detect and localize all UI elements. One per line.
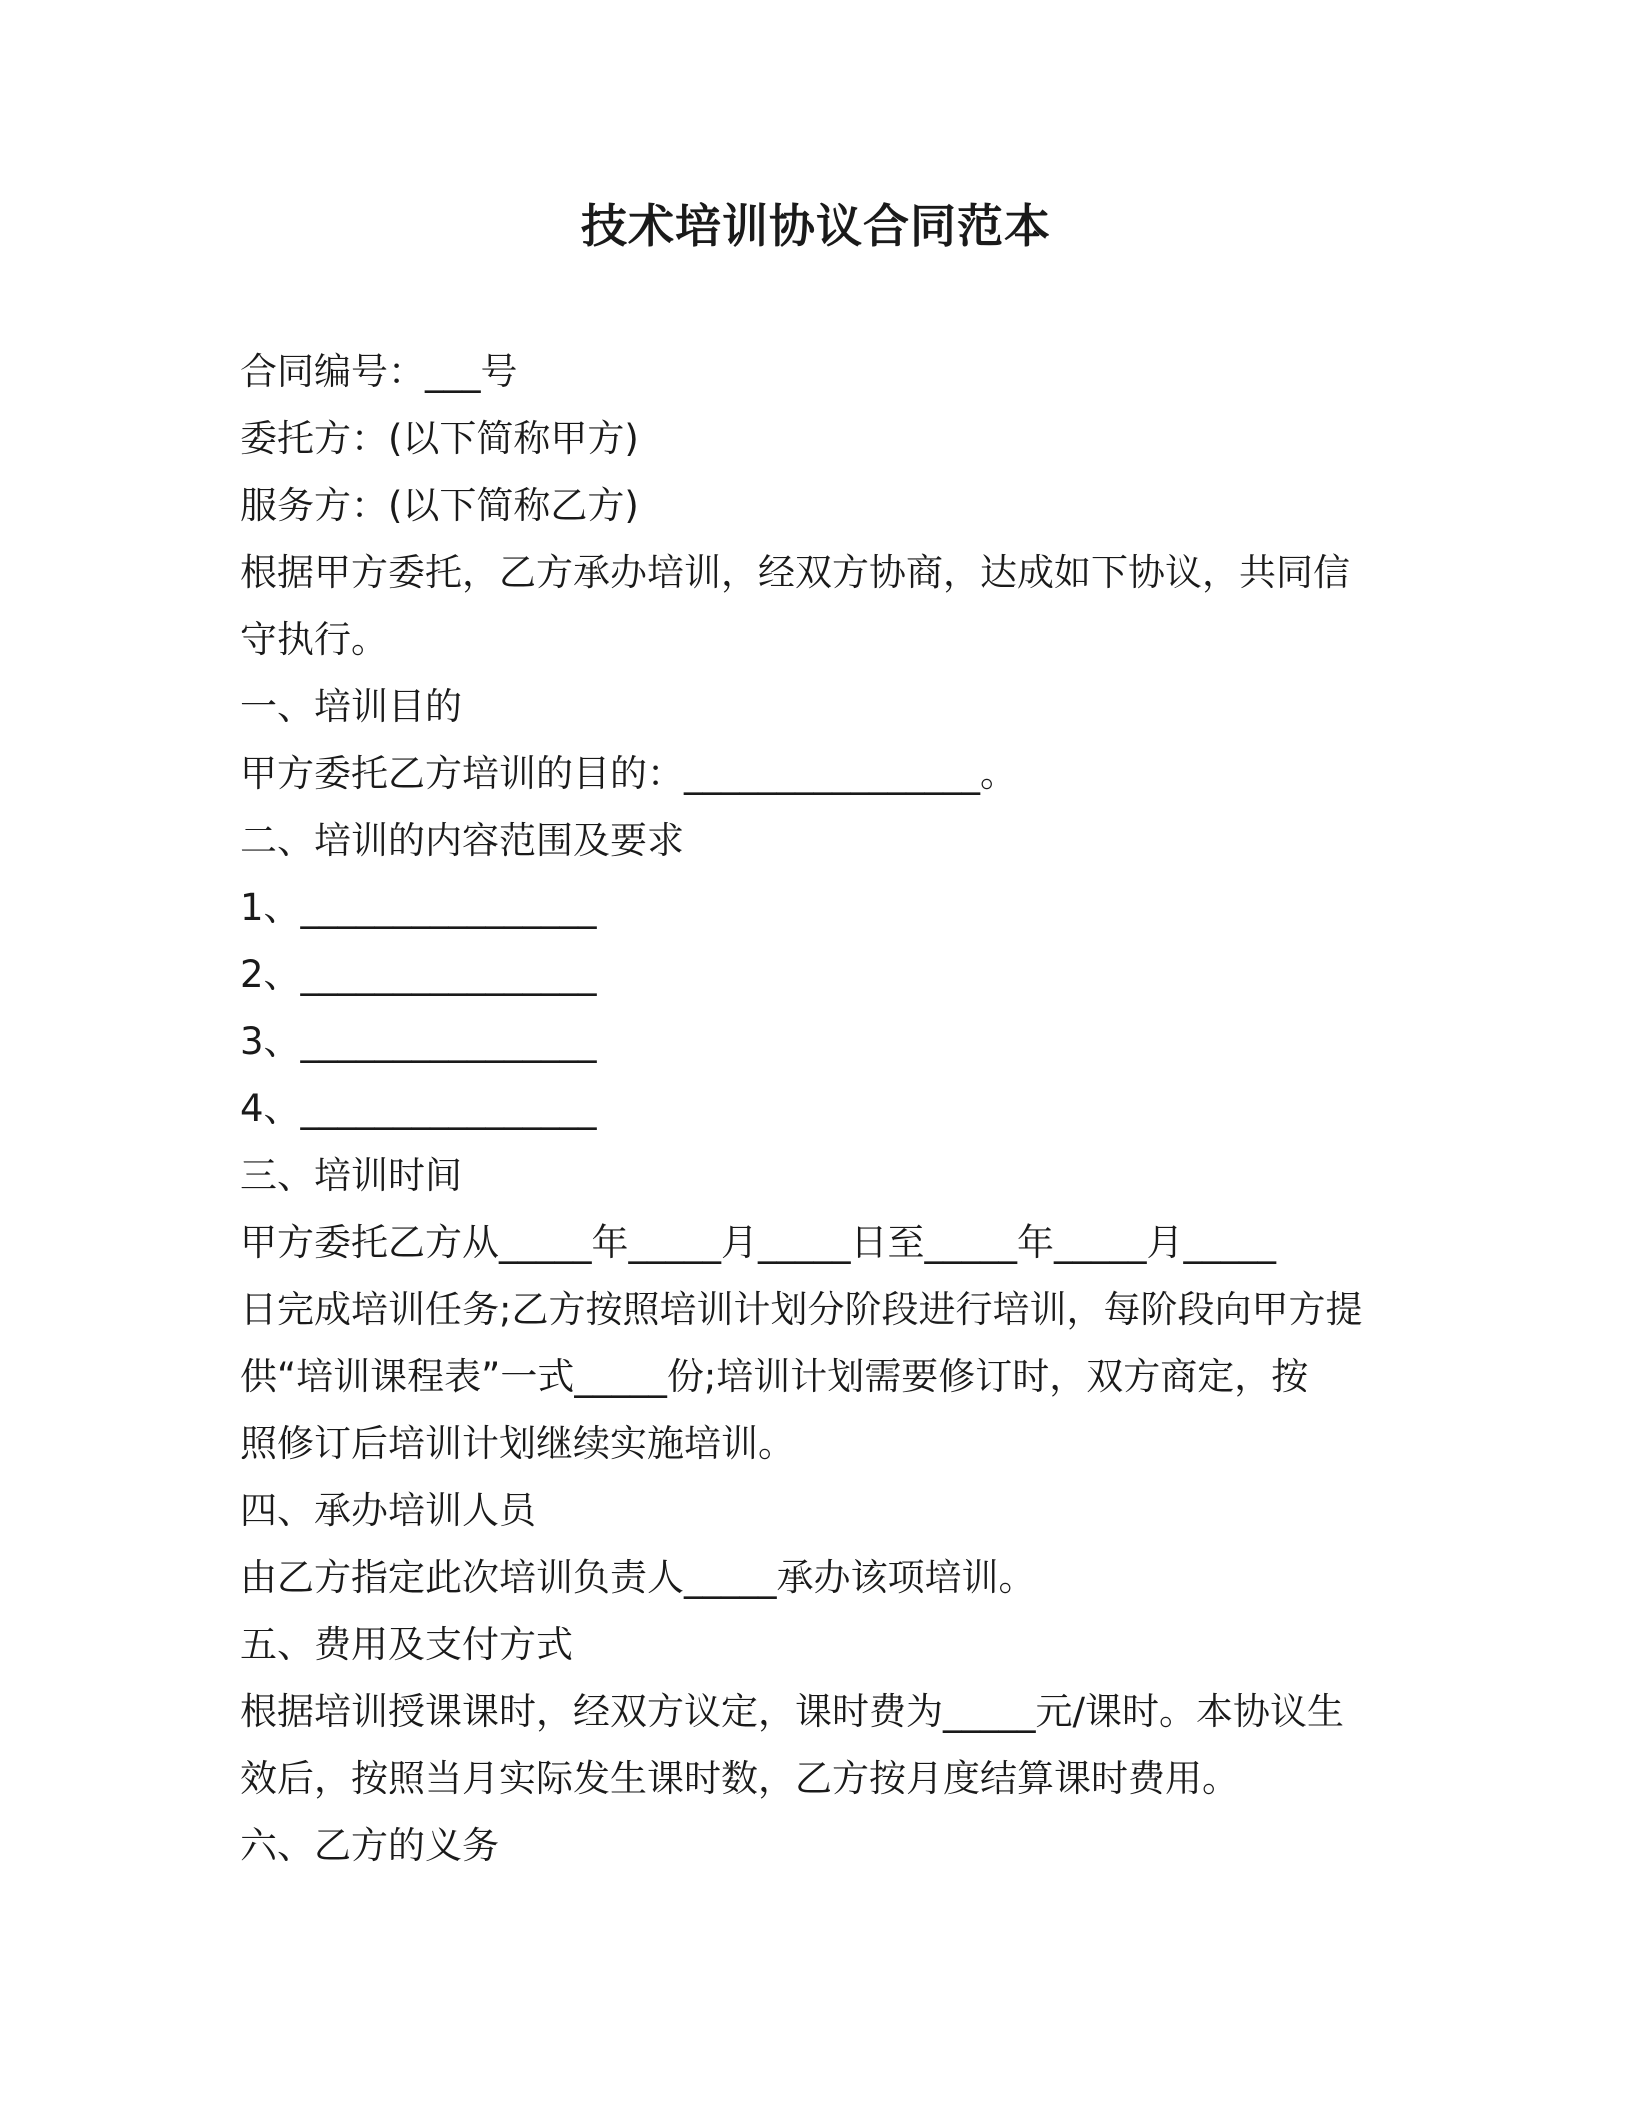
section-heading-personnel: 四、承办培训人员 — [240, 1489, 536, 1532]
preamble-line: 根据甲方委托，乙方承办培训，经双方协商，达成如下协议，共同信 — [240, 551, 1350, 594]
section-heading-purpose: 一、培训目的 — [240, 685, 462, 728]
time-paragraph-line: 日完成培训任务;乙方按照培训计划分阶段进行培训，每阶段向甲方提 — [240, 1288, 1363, 1331]
contract-number-line: 合同编号：___号 — [240, 350, 518, 393]
preamble-line: 守执行。 — [240, 618, 388, 661]
fees-paragraph-line: 根据培训授课课时，经双方议定，课时费为_____元/课时。本协议生 — [240, 1690, 1344, 1733]
section-heading-time: 三、培训时间 — [240, 1154, 462, 1197]
time-paragraph-line: 供“培训课程表”一式_____份;培训计划需要修订时，双方商定，按 — [240, 1355, 1309, 1398]
fees-paragraph-line: 效后，按照当月实际发生课时数，乙方按月度结算课时费用。 — [240, 1757, 1239, 1800]
content-item: 3、________________ — [240, 1020, 597, 1063]
service-party-line: 服务方：(以下简称乙方) — [240, 484, 639, 527]
document-body — [240, 338, 1380, 1879]
section-heading-obligations: 六、乙方的义务 — [240, 1824, 499, 1867]
time-paragraph-line: 甲方委托乙方从_____年_____月_____日至_____年_____月_____ — [240, 1221, 1276, 1264]
section-heading-fees: 五、费用及支付方式 — [240, 1623, 573, 1666]
content-item: 1、________________ — [240, 886, 597, 929]
purpose-line: 甲方委托乙方培训的目的：________________。 — [240, 752, 1017, 795]
time-paragraph-line: 照修订后培训计划继续实施培训。 — [240, 1422, 795, 1465]
content-item: 2、________________ — [240, 953, 597, 996]
client-party-line: 委托方：(以下简称甲方) — [240, 417, 639, 460]
personnel-line: 由乙方指定此次培训负责人_____承办该项培训。 — [240, 1556, 1036, 1599]
document-title: 技术培训协议合同范本 — [581, 199, 1051, 253]
content-item: 4、________________ — [240, 1087, 597, 1130]
section-heading-content: 二、培训的内容范围及要求 — [240, 819, 684, 862]
